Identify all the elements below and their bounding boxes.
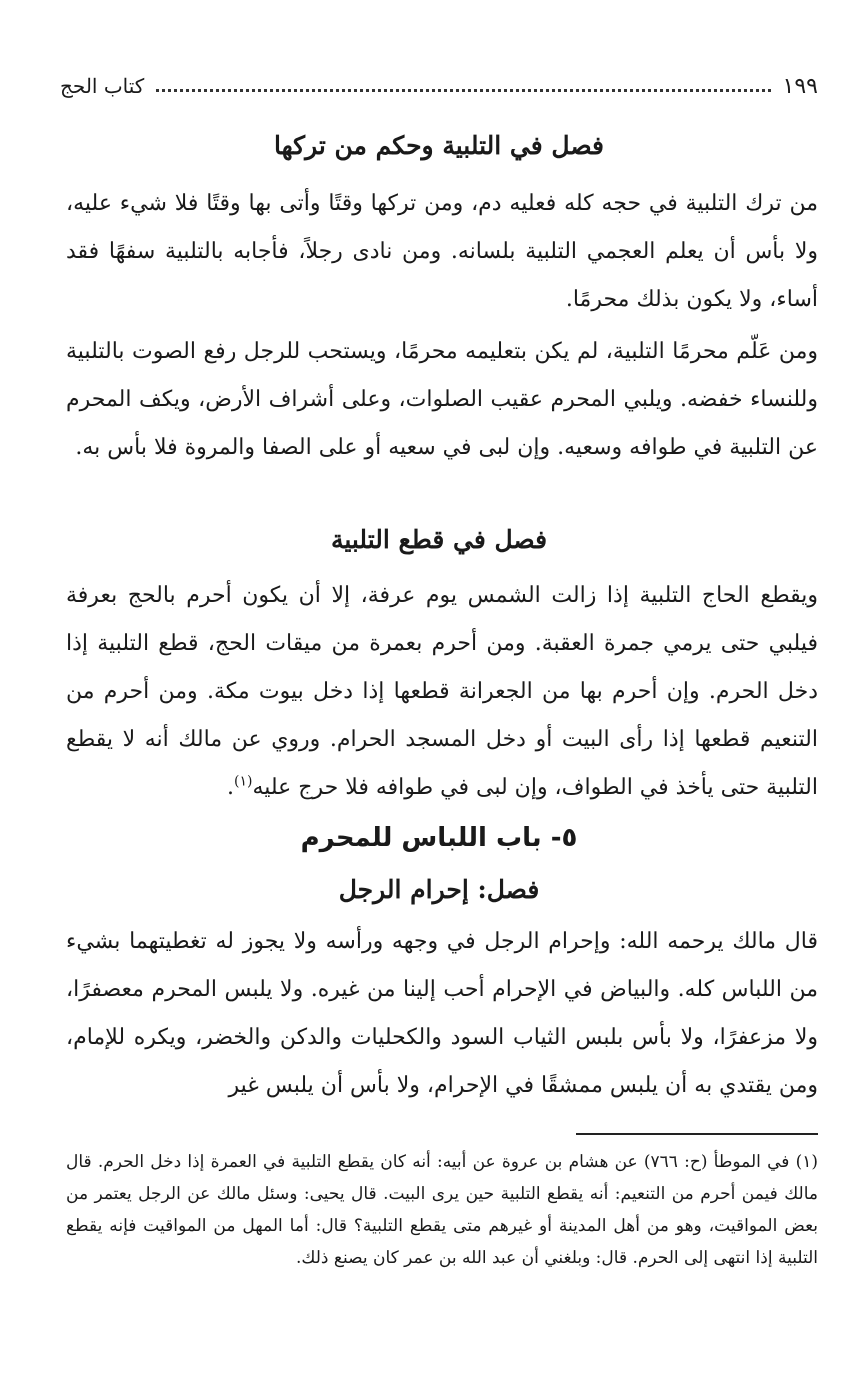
footnote-separator [576, 1133, 818, 1135]
running-head [60, 66, 818, 106]
chapter-heading: ٥- باب اللباس للمحرم [300, 823, 578, 853]
paragraph-ihram-1: قال مالك يرحمه الله: وإحرام الرجل في وجهه ورأسه ولا يجوز له تغطيتهما بشيء من اللباس كله. والبياض في الإحرام أحب إلينا من غيره. ولا يلبس المحرم معصفرًا، ولا مزعفرًا، ولا بأس بلبس الثياب السود والكحليات والدكن والخضر، ويكره للإمام، ومن يقتدي به أن يلبس ممشقًا في الإحرام، ولا بأس أن يلبس غير [66, 929, 818, 1098]
footnote-text: في الموطأ (ح: ٧٦٦) عن هشام بن عروة عن أبيه: أنه كان يقطع التلبية في العمرة إذا دخل الحرم. قال مالك فيمن أحرم من التنعيم: أنه يقطع التلبية حين يرى البيت. قال يحيى: وسئل مالك عن الرجل يعتمر من بعض المواقيت، وهو من أهل المدينة أو غيرهم متى يقطع التلبية؟ قال: أما المهل من المواقيت فإنه يقطع التلبية إذا انتهى إلى الحرم. قال: وبلغني أن عبد الله بن عمر كان يصنع ذلك. [66, 1152, 818, 1268]
paragraph-qat-end: . [226, 775, 234, 800]
paragraph-talbiya-2: ومن عَلّم محرمًا التلبية، لم يكن بتعليمه محرمًا، ويستحب للرجل رفع الصوت بالتلبية وللنساء خفضه. ويلبي المحرم عقيب الصلوات، وعلى أشراف الأرض، ويكف المحرم عن التلبية في طوافه وسعيه. وإن لبى في سعيه أو على الصفا والمروة فلا بأس به. [66, 339, 818, 460]
footnote-mark: (١) [795, 1152, 818, 1172]
footnote-1 [66, 1146, 818, 1274]
paragraph-talbiya-1: من ترك التلبية في حجه كله فعليه دم، ومن تركها وقتًا وأتى بها وقتًا فلا شيء عليه، ولا بأس أن يعلم العجمي التلبية بلسانه. ومن نادى رجلاً، فأجابه بالتلبية سفهًا فقد أساء، ولا يكون بذلك محرمًا. [66, 191, 818, 312]
paragraph-qat-talbiya [66, 572, 818, 812]
section-heading-talbiya: فصل في التلبية وحكم من تركها [274, 131, 604, 160]
book-title: كتاب الحج [60, 74, 145, 98]
section-heading-qat-talbiya: فصل في قطع التلبية [330, 525, 548, 554]
section-heading-ihram: فصل: إحرام الرجل [338, 875, 540, 904]
paragraph-qat-text: ويقطع الحاج التلبية إذا زالت الشمس يوم عرفة، إلا أن يكون أحرم بالحج بعرفة فيلبي حتى يرمي جمرة العقبة. ومن أحرم بعمرة من ميقات الحج، قطع التلبية إذا دخل الحرم. وإن أحرم بها من الجعرانة قطعها إذا دخل بيوت مكة. ومن أحرم من التنعيم قطعها إذا رأى البيت أو دخل المسجد الحرام. وروي عن مالك أنه لا يقطع التلبية حتى يأخذ في الطواف، وإن لبى في طوافه فلا حرج عليه [66, 583, 818, 800]
footnote-reference: (١) [233, 773, 253, 790]
page-number: ١٩٩ [782, 73, 818, 99]
leader-dots [156, 89, 770, 92]
